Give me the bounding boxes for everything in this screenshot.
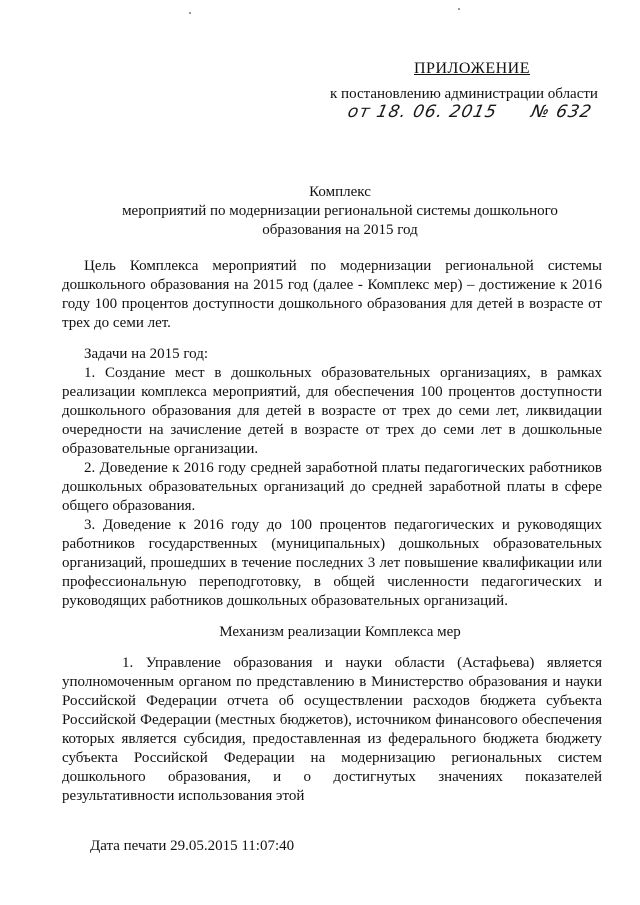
scan-speck [189, 12, 191, 14]
mechanism-heading: Механизм реализации Комплекса мер [219, 624, 461, 640]
handwritten-number: № 632 [529, 102, 594, 122]
tasks-heading: Задачи на 2015 год: [84, 346, 209, 362]
title-line-2: мероприятий по модернизации региональной системы дошкольного [122, 203, 558, 219]
tasks-section [62, 345, 602, 611]
scan-speck [458, 8, 460, 10]
title-line-3: образования на 2015 год [262, 222, 418, 238]
document-title [60, 183, 620, 240]
goal-text: Цель Комплекса мероприятий по модернизации региональной системы дошкольного образования на 2015 год (далее - Комплекс мер) – достижение к 2016 году 100 процентов доступности дошкольного образования для детей в возрасте от трех до семи лет. [62, 258, 602, 331]
task-item-3: 3. Доведение к 2016 году до 100 процентов педагогических и руководящих работников государственных (муниципальных) дошкольных образовательных организаций, прошедших в течение последних 3 лет повышение квалификации или профессиональную переподготовку, в общей численности педагогических и руководящих работников дошкольных образовательных организаций. [62, 517, 602, 609]
appendix-title: ПРИЛОЖЕНИЕ [414, 60, 531, 77]
handwritten-date-number [346, 102, 594, 122]
print-date: Дата печати 29.05.2015 11:07:40 [90, 838, 295, 854]
goal-paragraph [62, 257, 602, 333]
handwritten-date: от 18. 06. 2015 [345, 102, 499, 122]
appendix-reference: к постановлению администрации области [330, 86, 598, 102]
mechanism-section [62, 654, 602, 806]
title-line-1: Комплекс [309, 184, 371, 200]
task-item-2: 2. Доведение к 2016 году средней заработной платы педагогических работников дошкольных образовательных организаций до средней заработной платы в сфере общего образования. [62, 460, 602, 514]
task-item-1: 1. Создание мест в дошкольных образовательных организациях, в рамках реализации комплекса мероприятий, для обеспечения 100 процентов доступности дошкольного образования для детей в возрасте от трех до семи лет, ликвидации очередности на зачисление детей в возрасте от трех до семи лет в дошкольные образовательные организации. [62, 365, 602, 457]
mechanism-paragraph-1: 1. Управление образования и науки области (Астафьева) является уполномоченным органом по представлению в Министерство образования и науки Российской Федерации отчета об осуществлении расходов бюджета субъекта Российской Федерации (местных бюджетов), источником финансового обеспечения которых является субсидия, предоставленная из федерального бюджета бюджету субъекта Российской Федерации на модернизацию региональных систем дошкольного образования, и о достигнутых значениях показателей результативности использования этой [62, 655, 602, 804]
